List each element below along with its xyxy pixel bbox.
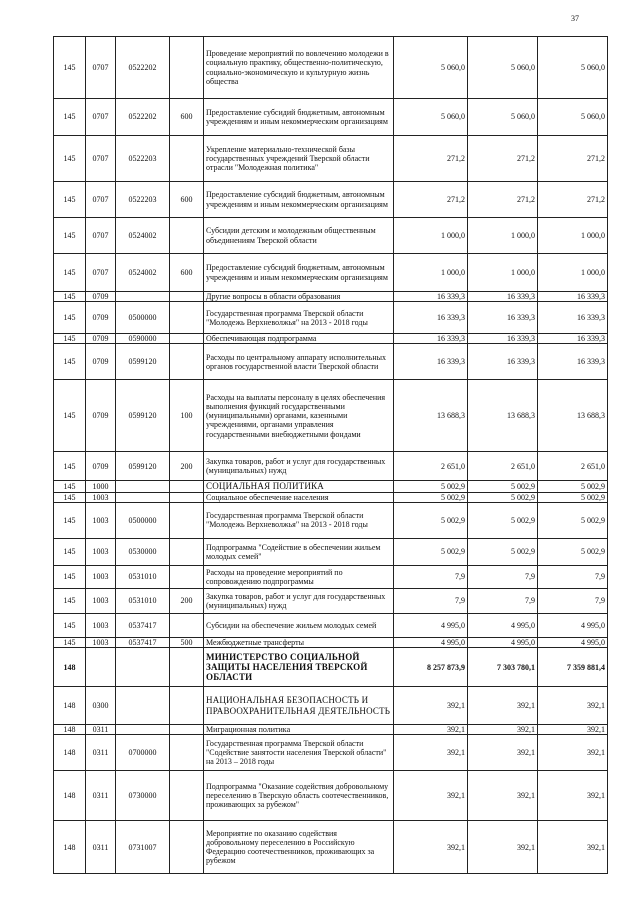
amount-year-3-cell: 271,2: [538, 182, 608, 218]
amount-year-3-cell: 4 995,0: [538, 637, 608, 647]
section-code-cell: 0311: [86, 725, 116, 735]
section-code-cell: 0311: [86, 821, 116, 874]
section-code-cell: 1003: [86, 492, 116, 502]
ministry-code-cell: 145: [54, 538, 86, 565]
expense-type-code-cell: [170, 648, 204, 687]
amount-year-3-cell: 16 339,3: [538, 302, 608, 334]
expense-type-code-cell: [170, 502, 204, 538]
item-name-cell: Закупка товаров, работ и услуг для государственных (муниципальных) нужд: [204, 452, 394, 481]
ministry-code-cell: 145: [54, 380, 86, 452]
section-code-cell: 0707: [86, 254, 116, 292]
item-name-cell: Миграционная политика: [204, 725, 394, 735]
amount-year-2-cell: 392,1: [468, 687, 538, 725]
expense-type-code-cell: 600: [170, 99, 204, 136]
amount-year-3-cell: 5 060,0: [538, 37, 608, 99]
amount-year-2-cell: 5 060,0: [468, 37, 538, 99]
amount-year-3-cell: 1 000,0: [538, 254, 608, 292]
section-code-cell: 0707: [86, 99, 116, 136]
amount-year-2-cell: 16 339,3: [468, 302, 538, 334]
item-name-cell: Расходы на проведение мероприятий по сопровождению подпрограммы: [204, 565, 394, 588]
section-code-cell: 1003: [86, 502, 116, 538]
target-article-code-cell: 0530000: [116, 538, 170, 565]
table-row: [54, 648, 608, 687]
budget-table: [53, 36, 608, 874]
item-name-cell: Подпрограмма "Содействие в обеспечении жильем молодых семей": [204, 538, 394, 565]
section-code-cell: 0709: [86, 334, 116, 344]
amount-year-2-cell: 5 002,9: [468, 481, 538, 492]
table-row: [54, 334, 608, 344]
amount-year-3-cell: 5 060,0: [538, 99, 608, 136]
item-name-cell: Мероприятие по оказанию содействия добровольному переселению в Российскую Федерацию соотечественников, проживающих за рубежом: [204, 821, 394, 874]
item-name-cell: НАЦИОНАЛЬНАЯ БЕЗОПАСНОСТЬ И ПРАВООХРАНИТЕЛЬНАЯ ДЕЯТЕЛЬНОСТЬ: [204, 687, 394, 725]
expense-type-code-cell: [170, 136, 204, 182]
budget-table-body: [54, 37, 608, 874]
table-row: [54, 771, 608, 821]
section-code-cell: 0709: [86, 380, 116, 452]
ministry-code-cell: 145: [54, 37, 86, 99]
table-row: [54, 637, 608, 647]
section-code-cell: 1003: [86, 613, 116, 637]
amount-year-3-cell: 5 002,9: [538, 492, 608, 502]
expense-type-code-cell: [170, 735, 204, 771]
amount-year-1-cell: 7,9: [394, 565, 468, 588]
item-name-cell: Социальное обеспечение населения: [204, 492, 394, 502]
amount-year-1-cell: 4 995,0: [394, 637, 468, 647]
ministry-code-cell: 145: [54, 565, 86, 588]
amount-year-3-cell: 16 339,3: [538, 292, 608, 302]
amount-year-1-cell: 5 002,9: [394, 492, 468, 502]
table-row: [54, 613, 608, 637]
ministry-code-cell: 145: [54, 292, 86, 302]
ministry-code-cell: 145: [54, 344, 86, 380]
target-article-code-cell: 0522202: [116, 99, 170, 136]
target-article-code-cell: [116, 481, 170, 492]
amount-year-3-cell: 392,1: [538, 687, 608, 725]
target-article-code-cell: [116, 492, 170, 502]
amount-year-2-cell: 392,1: [468, 735, 538, 771]
ministry-code-cell: 145: [54, 502, 86, 538]
expense-type-code-cell: [170, 37, 204, 99]
table-row: [54, 218, 608, 254]
table-row: [54, 481, 608, 492]
target-article-code-cell: 0700000: [116, 735, 170, 771]
amount-year-3-cell: 392,1: [538, 771, 608, 821]
target-article-code-cell: 0537417: [116, 637, 170, 647]
item-name-cell: Закупка товаров, работ и услуг для государственных (муниципальных) нужд: [204, 588, 394, 613]
amount-year-2-cell: 16 339,3: [468, 334, 538, 344]
amount-year-1-cell: 392,1: [394, 725, 468, 735]
amount-year-1-cell: 16 339,3: [394, 302, 468, 334]
item-name-cell: СОЦИАЛЬНАЯ ПОЛИТИКА: [204, 481, 394, 492]
ministry-code-cell: 145: [54, 588, 86, 613]
ministry-code-cell: 145: [54, 99, 86, 136]
expense-type-code-cell: 200: [170, 452, 204, 481]
expense-type-code-cell: [170, 538, 204, 565]
section-code-cell: 0707: [86, 37, 116, 99]
expense-type-code-cell: [170, 292, 204, 302]
amount-year-1-cell: 16 339,3: [394, 334, 468, 344]
target-article-code-cell: 0531010: [116, 565, 170, 588]
amount-year-1-cell: 5 002,9: [394, 538, 468, 565]
amount-year-3-cell: 16 339,3: [538, 344, 608, 380]
amount-year-2-cell: 7,9: [468, 588, 538, 613]
expense-type-code-cell: [170, 565, 204, 588]
amount-year-1-cell: 5 060,0: [394, 37, 468, 99]
amount-year-1-cell: 7,9: [394, 588, 468, 613]
ministry-code-cell: 145: [54, 481, 86, 492]
amount-year-2-cell: 392,1: [468, 771, 538, 821]
ministry-code-cell: 148: [54, 687, 86, 725]
item-name-cell: Расходы на выплаты персоналу в целях обеспечения выполнения функций государственными (муниципальными) органами, казенными учреждениями, органами управления государственными внебюджетными фондами: [204, 380, 394, 452]
target-article-code-cell: 0524002: [116, 218, 170, 254]
amount-year-3-cell: 13 688,3: [538, 380, 608, 452]
amount-year-3-cell: 271,2: [538, 136, 608, 182]
expense-type-code-cell: [170, 725, 204, 735]
amount-year-2-cell: 1 000,0: [468, 254, 538, 292]
expense-type-code-cell: [170, 821, 204, 874]
amount-year-1-cell: 392,1: [394, 771, 468, 821]
expense-type-code-cell: [170, 613, 204, 637]
amount-year-1-cell: 1 000,0: [394, 254, 468, 292]
table-row: [54, 687, 608, 725]
section-code-cell: 0709: [86, 302, 116, 334]
ministry-code-cell: 145: [54, 302, 86, 334]
section-code-cell: 0311: [86, 735, 116, 771]
amount-year-3-cell: 7,9: [538, 588, 608, 613]
target-article-code-cell: 0524002: [116, 254, 170, 292]
table-row: [54, 492, 608, 502]
table-row: [54, 292, 608, 302]
expense-type-code-cell: 100: [170, 380, 204, 452]
table-row: [54, 344, 608, 380]
table-row: [54, 302, 608, 334]
amount-year-1-cell: 5 060,0: [394, 99, 468, 136]
table-row: [54, 380, 608, 452]
amount-year-1-cell: 271,2: [394, 182, 468, 218]
item-name-cell: Государственная программа Тверской области "Молодежь Верхневолжья" на 2013 - 2018 годы: [204, 302, 394, 334]
item-name-cell: Государственная программа Тверской области "Содействие занятости населения Тверской области" на 2013 – 2018 годы: [204, 735, 394, 771]
table-row: [54, 136, 608, 182]
amount-year-2-cell: 13 688,3: [468, 380, 538, 452]
amount-year-1-cell: 392,1: [394, 821, 468, 874]
target-article-code-cell: [116, 292, 170, 302]
amount-year-2-cell: 5 060,0: [468, 99, 538, 136]
amount-year-3-cell: 5 002,9: [538, 502, 608, 538]
target-article-code-cell: 0731007: [116, 821, 170, 874]
amount-year-2-cell: 5 002,9: [468, 492, 538, 502]
table-row: [54, 565, 608, 588]
amount-year-2-cell: 2 651,0: [468, 452, 538, 481]
section-code-cell: 1003: [86, 565, 116, 588]
amount-year-2-cell: 1 000,0: [468, 218, 538, 254]
amount-year-2-cell: 7 303 780,1: [468, 648, 538, 687]
expense-type-code-cell: [170, 344, 204, 380]
table-row: [54, 588, 608, 613]
ministry-code-cell: 145: [54, 136, 86, 182]
table-row: [54, 37, 608, 99]
section-code-cell: 1000: [86, 481, 116, 492]
target-article-code-cell: 0730000: [116, 771, 170, 821]
ministry-code-cell: 148: [54, 725, 86, 735]
amount-year-1-cell: 16 339,3: [394, 344, 468, 380]
amount-year-3-cell: 5 002,9: [538, 481, 608, 492]
amount-year-2-cell: 392,1: [468, 725, 538, 735]
item-name-cell: Субсидии на обеспечение жильем молодых семей: [204, 613, 394, 637]
expense-type-code-cell: [170, 302, 204, 334]
section-code-cell: 0707: [86, 218, 116, 254]
amount-year-2-cell: 7,9: [468, 565, 538, 588]
amount-year-3-cell: 7,9: [538, 565, 608, 588]
item-name-cell: Проведение мероприятий по вовлечению молодежи в социальную практику, общественно-политическую, социально-экономическую и культурную жизнь общества: [204, 37, 394, 99]
table-row: [54, 725, 608, 735]
item-name-cell: Предоставление субсидий бюджетным, автономным учреждениям и иным некоммерческим организациям: [204, 182, 394, 218]
amount-year-3-cell: 16 339,3: [538, 334, 608, 344]
ministry-code-cell: 148: [54, 771, 86, 821]
item-name-cell: Предоставление субсидий бюджетным, автономным учреждениям и иным некоммерческим организациям: [204, 254, 394, 292]
item-name-cell: Межбюджетные трансферты: [204, 637, 394, 647]
section-code-cell: 0709: [86, 344, 116, 380]
amount-year-1-cell: 5 002,9: [394, 502, 468, 538]
table-row: [54, 502, 608, 538]
target-article-code-cell: 0537417: [116, 613, 170, 637]
expense-type-code-cell: 200: [170, 588, 204, 613]
section-code-cell: 0311: [86, 771, 116, 821]
amount-year-2-cell: 4 995,0: [468, 613, 538, 637]
expense-type-code-cell: [170, 481, 204, 492]
target-article-code-cell: 0500000: [116, 502, 170, 538]
section-code-cell: 1003: [86, 637, 116, 647]
target-article-code-cell: [116, 687, 170, 725]
ministry-code-cell: 145: [54, 334, 86, 344]
item-name-cell: МИНИСТЕРСТВО СОЦИАЛЬНОЙ ЗАЩИТЫ НАСЕЛЕНИЯ ТВЕРСКОЙ ОБЛАСТИ: [204, 648, 394, 687]
amount-year-2-cell: 271,2: [468, 182, 538, 218]
ministry-code-cell: 145: [54, 637, 86, 647]
target-article-code-cell: 0522203: [116, 136, 170, 182]
expense-type-code-cell: [170, 771, 204, 821]
item-name-cell: Расходы по центральному аппарату исполнительных органов государственной власти Тверской области: [204, 344, 394, 380]
amount-year-1-cell: 392,1: [394, 687, 468, 725]
section-code-cell: 1003: [86, 538, 116, 565]
table-row: [54, 182, 608, 218]
ministry-code-cell: 148: [54, 735, 86, 771]
amount-year-1-cell: 2 651,0: [394, 452, 468, 481]
expense-type-code-cell: [170, 687, 204, 725]
amount-year-3-cell: 392,1: [538, 725, 608, 735]
table-row: [54, 821, 608, 874]
item-name-cell: Укрепление материально-технической базы государственных учреждений Тверской области отрасли "Молодежная политика": [204, 136, 394, 182]
amount-year-2-cell: 16 339,3: [468, 292, 538, 302]
item-name-cell: Другие вопросы в области образования: [204, 292, 394, 302]
expense-type-code-cell: 600: [170, 182, 204, 218]
section-code-cell: 0709: [86, 452, 116, 481]
amount-year-1-cell: 13 688,3: [394, 380, 468, 452]
amount-year-2-cell: 16 339,3: [468, 344, 538, 380]
amount-year-2-cell: 5 002,9: [468, 502, 538, 538]
ministry-code-cell: 145: [54, 452, 86, 481]
amount-year-1-cell: 8 257 873,9: [394, 648, 468, 687]
target-article-code-cell: 0500000: [116, 302, 170, 334]
target-article-code-cell: [116, 648, 170, 687]
amount-year-2-cell: 271,2: [468, 136, 538, 182]
amount-year-1-cell: 5 002,9: [394, 481, 468, 492]
amount-year-2-cell: 5 002,9: [468, 538, 538, 565]
amount-year-3-cell: 5 002,9: [538, 538, 608, 565]
ministry-code-cell: 148: [54, 648, 86, 687]
ministry-code-cell: 145: [54, 492, 86, 502]
section-code-cell: 0300: [86, 687, 116, 725]
target-article-code-cell: 0531010: [116, 588, 170, 613]
ministry-code-cell: 145: [54, 218, 86, 254]
amount-year-1-cell: 4 995,0: [394, 613, 468, 637]
target-article-code-cell: 0590000: [116, 334, 170, 344]
section-code-cell: 0709: [86, 292, 116, 302]
table-row: [54, 254, 608, 292]
target-article-code-cell: 0599120: [116, 452, 170, 481]
amount-year-2-cell: 4 995,0: [468, 637, 538, 647]
amount-year-3-cell: 2 651,0: [538, 452, 608, 481]
target-article-code-cell: 0522202: [116, 37, 170, 99]
amount-year-2-cell: 392,1: [468, 821, 538, 874]
amount-year-1-cell: 392,1: [394, 735, 468, 771]
ministry-code-cell: 145: [54, 182, 86, 218]
amount-year-3-cell: 1 000,0: [538, 218, 608, 254]
item-name-cell: Подпрограмма "Оказание содействия добровольному переселению в Тверскую область соотечественников, проживающих за рубежом": [204, 771, 394, 821]
target-article-code-cell: 0522203: [116, 182, 170, 218]
page-number: 37: [571, 14, 579, 23]
section-code-cell: 1003: [86, 588, 116, 613]
table-row: [54, 538, 608, 565]
table-row: [54, 99, 608, 136]
amount-year-3-cell: 392,1: [538, 735, 608, 771]
amount-year-1-cell: 271,2: [394, 136, 468, 182]
amount-year-3-cell: 7 359 881,4: [538, 648, 608, 687]
ministry-code-cell: 145: [54, 613, 86, 637]
item-name-cell: Субсидии детским и молодежным общественным объединениям Тверской области: [204, 218, 394, 254]
expense-type-code-cell: 600: [170, 254, 204, 292]
table-row: [54, 735, 608, 771]
target-article-code-cell: 0599120: [116, 344, 170, 380]
item-name-cell: Государственная программа Тверской области "Молодежь Верхневолжья" на 2013 - 2018 годы: [204, 502, 394, 538]
target-article-code-cell: 0599120: [116, 380, 170, 452]
ministry-code-cell: 145: [54, 254, 86, 292]
table-row: [54, 452, 608, 481]
expense-type-code-cell: [170, 218, 204, 254]
amount-year-3-cell: 392,1: [538, 821, 608, 874]
section-code-cell: [86, 648, 116, 687]
expense-type-code-cell: [170, 492, 204, 502]
section-code-cell: 0707: [86, 182, 116, 218]
amount-year-3-cell: 4 995,0: [538, 613, 608, 637]
expense-type-code-cell: [170, 334, 204, 344]
section-code-cell: 0707: [86, 136, 116, 182]
item-name-cell: Обеспечивающая подпрограмма: [204, 334, 394, 344]
amount-year-1-cell: 16 339,3: [394, 292, 468, 302]
target-article-code-cell: [116, 725, 170, 735]
expense-type-code-cell: 500: [170, 637, 204, 647]
amount-year-1-cell: 1 000,0: [394, 218, 468, 254]
item-name-cell: Предоставление субсидий бюджетным, автономным учреждениям и иным некоммерческим организациям: [204, 99, 394, 136]
ministry-code-cell: 148: [54, 821, 86, 874]
